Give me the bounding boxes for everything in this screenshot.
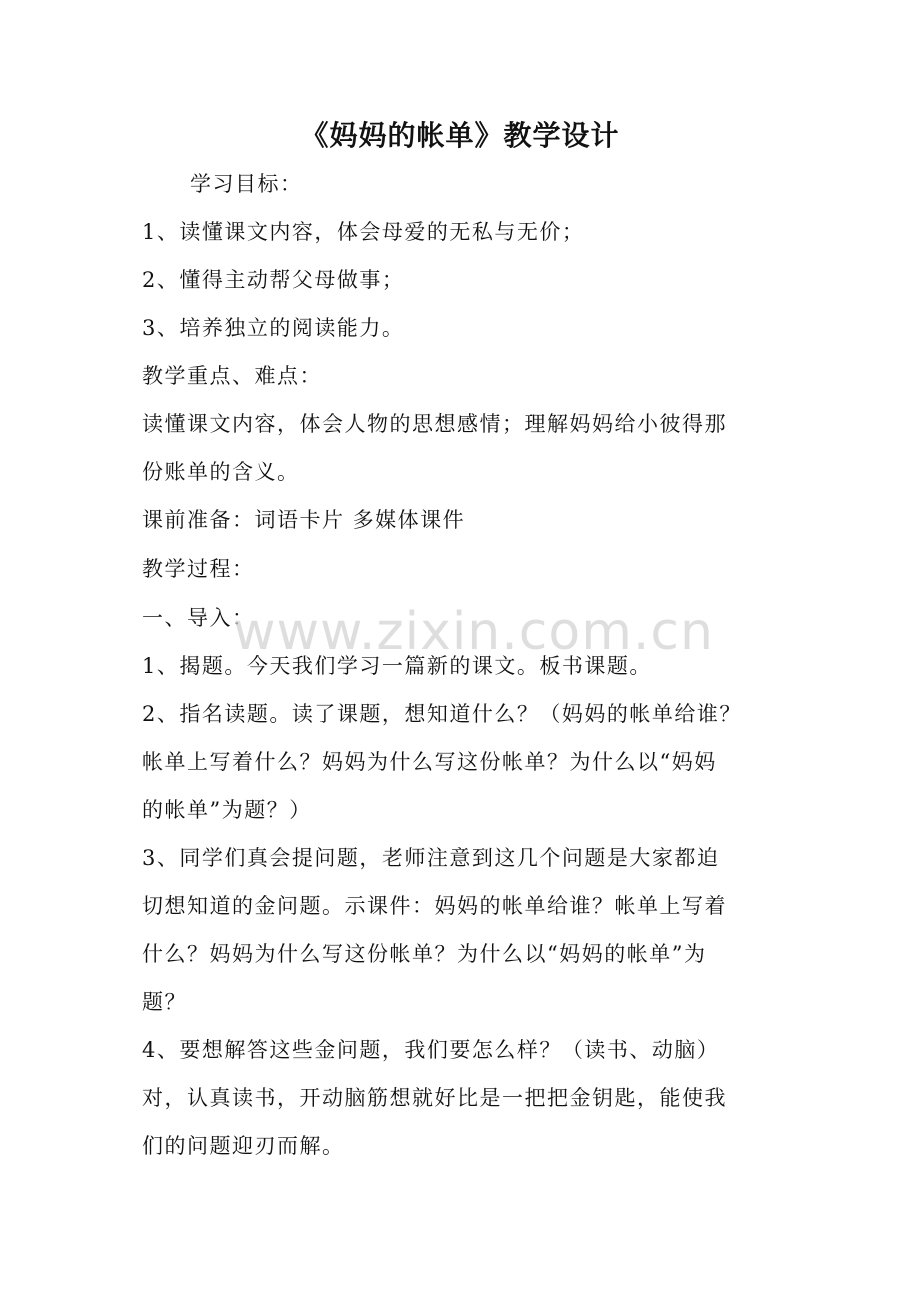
process-step-2-line-3: 的帐单”为题？） xyxy=(142,798,312,822)
process-step-3-line-2: 切想知道的金问题。示课件：妈妈的帐单给谁？帐单上写着 xyxy=(142,894,727,918)
process-step-3-line-3: 什么？妈妈为什么写这份帐单？为什么以“妈妈的帐单”为 xyxy=(142,942,707,966)
process-step-1: 1、揭题。今天我们学习一篇新的课文。板书课题。 xyxy=(142,654,652,678)
watermark: www.zixin.com.cn xyxy=(233,602,714,662)
process-step-2-line-2: 帐单上写着什么？妈妈为什么写这份帐单？为什么以“妈妈 xyxy=(142,750,717,774)
subsection-heading-intro: 一、导入： xyxy=(142,606,255,630)
objective-item-3: 3、培养独立的阅读能力。 xyxy=(142,316,405,340)
process-step-4-line-3: 们的问题迎刃而解。 xyxy=(142,1134,345,1158)
section-heading-objectives: 学习目标： xyxy=(190,172,303,196)
preparation-line: 课前准备：词语卡片 多媒体课件 xyxy=(142,508,466,532)
process-step-3-line-1: 3、同学们真会提问题，老师注意到这几个问题是大家都迫 xyxy=(142,846,720,870)
process-step-3-line-4: 题？ xyxy=(142,990,187,1014)
process-step-4-line-1: 4、要想解答这些金问题，我们要怎么样？（读书、动脑） xyxy=(142,1038,720,1062)
process-step-2-line-1: 2、指名读题。读了课题，想知道什么？（妈妈的帐单给谁？ xyxy=(142,702,742,726)
objective-item-1: 1、读懂课文内容，体会母爱的无私与无价； xyxy=(142,220,585,244)
document-title: 《妈妈的帐单》教学设计 xyxy=(300,119,620,152)
key-points-text-line-1: 读懂课文内容，体会人物的思想感情；理解妈妈给小彼得那 xyxy=(142,412,727,436)
process-step-4-line-2: 对，认真读书，开动脑筋想就好比是一把把金钥匙，能使我 xyxy=(142,1086,727,1110)
section-heading-process: 教学过程： xyxy=(142,557,255,581)
objective-item-2: 2、懂得主动帮父母做事； xyxy=(142,268,405,292)
section-heading-key-points: 教学重点、难点： xyxy=(142,364,322,388)
key-points-text-line-2: 份账单的含义。 xyxy=(142,460,300,484)
